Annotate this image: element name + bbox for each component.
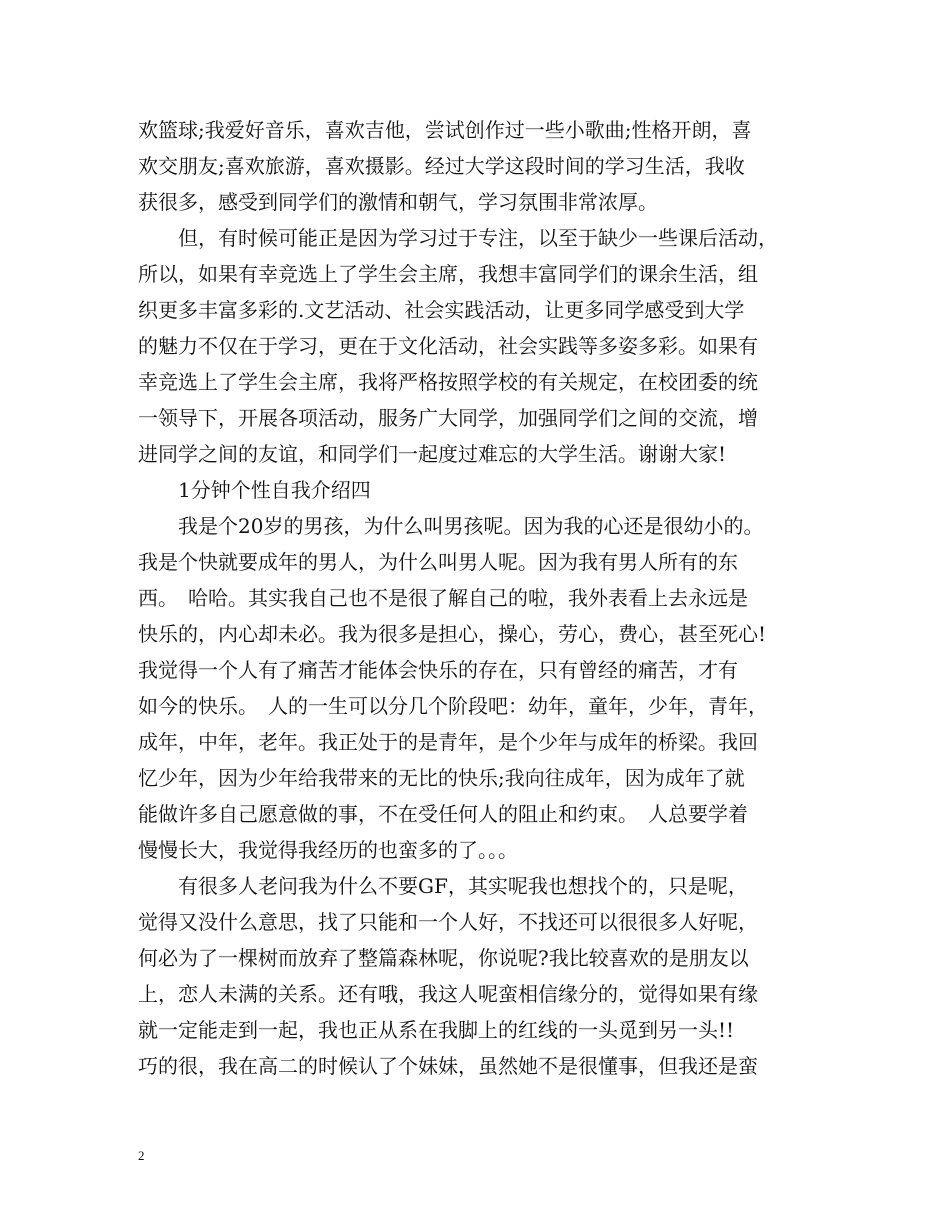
text-line: 幸竞选上了学生会主席，我将严格按照学校的有关规定，在校团委的统 (138, 370, 758, 394)
text-line: 巧的很，我在高二的时候认了个妹妹，虽然她不是很懂事，但我还是蛮 (138, 1054, 758, 1078)
text-line: 织更多丰富多彩的.文艺活动、社会实践活动，让更多同学感受到大学 (138, 298, 745, 322)
text-line: 欢篮球;我爱好音乐，喜欢吉他，尝试创作过一些小歌曲;性格开朗，喜 (138, 118, 752, 142)
text-line: 西。 哈哈。其实我自己也不是很了解自己的啦，我外表看上去永远是 (138, 586, 748, 610)
text-line: 的魅力不仅在于学习，更在于文化活动，社会实践等多姿多彩。如果有 (138, 334, 758, 358)
text-line: 能做许多自己愿意做的事，不在受任何人的阻止和约束。 人总要学着 (138, 802, 748, 826)
text-line: 上，恋人未满的关系。还有哦，我这人呢蛮相信缘分的，觉得如果有缘 (138, 982, 758, 1006)
text-line: 欢交朋友;喜欢旅游，喜欢摄影。经过大学这段时间的学习生活，我收 (138, 154, 745, 178)
text-line: 有很多人老问我为什么不要GF，其实呢我也想找个的，只是呢， (138, 874, 748, 898)
text-line: 一领导下，开展各项活动，服务广大同学，加强同学们之间的交流，增 (138, 406, 758, 430)
text-line: 我是个快就要成年的男人，为什么叫男人呢。因为我有男人所有的东 (138, 550, 738, 574)
text-line: 我是个20岁的男孩，为什么叫男孩呢。因为我的心还是很幼小的。 (138, 514, 764, 538)
page-number: 2 (138, 1148, 145, 1163)
text-line: 所以，如果有幸竞选上了学生会主席，我想丰富同学们的课余生活，组 (138, 262, 758, 286)
text-line: 进同学之间的友谊，和同学们一起度过难忘的大学生活。谢谢大家! (138, 442, 727, 466)
text-line: 觉得又没什么意思，找了只能和一个人好，不找还可以很很多人好呢， (138, 910, 758, 934)
text-line: 获很多，感受到同学们的激情和朝气，学习氛围非常浓厚。 (138, 190, 658, 214)
text-line: 慢慢长大，我觉得我经历的也蛮多的了。。。 (138, 838, 518, 862)
text-line: 忆少年，因为少年给我带来的无比的快乐;我向往成年，因为成年了就 (138, 766, 745, 790)
text-line: 何必为了一棵树而放弃了整篇森林呢，你说呢?我比较喜欢的是朋友以 (138, 946, 749, 970)
text-line: 我觉得一个人有了痛苦才能体会快乐的存在，只有曾经的痛苦，才有 (138, 658, 738, 682)
section-heading: 1分钟个性自我介绍四 (138, 478, 371, 502)
text-line: 就一定能走到一起，我也正从系在我脚上的红线的一头觅到另一头!! (138, 1018, 735, 1042)
text-line: 但，有时候可能正是因为学习过于专注，以至于缺少一些课后活动， (138, 226, 778, 250)
text-line: 快乐的，内心却未必。我为很多是担心，操心，劳心，费心，甚至死心! (138, 622, 767, 646)
text-line: 如今的快乐。 人的一生可以分几个阶段吧：幼年，童年，少年，青年， (138, 694, 768, 718)
text-line: 成年，中年，老年。我正处于的是青年，是个少年与成年的桥梁。我回 (138, 730, 758, 754)
